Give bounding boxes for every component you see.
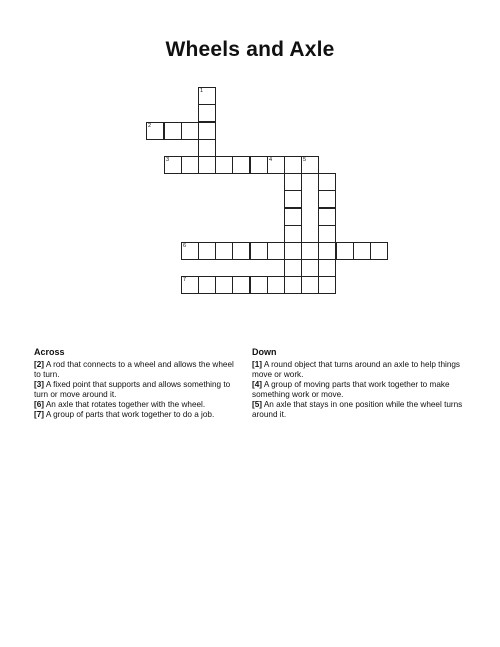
grid-cell[interactable] xyxy=(284,259,302,277)
clue-across-6 xyxy=(34,400,240,410)
grid-cell[interactable] xyxy=(284,173,302,191)
clue-text: A group of parts that work together to do a job. xyxy=(45,410,215,419)
grid-cell[interactable] xyxy=(336,242,354,260)
clue-text: A round object that turns around an axle to help things move or work. xyxy=(252,360,461,379)
clue-down-1 xyxy=(252,360,472,380)
clue-number-label: 1 xyxy=(200,88,204,94)
clue-number-label: 3 xyxy=(166,157,170,163)
grid-cell[interactable] xyxy=(353,242,371,260)
clue-number: [7] xyxy=(34,410,45,419)
grid-cell[interactable] xyxy=(318,242,336,260)
grid-cell[interactable] xyxy=(215,242,233,260)
clue-text: An axle that stays in one position while the wheel turns around it. xyxy=(252,400,463,419)
grid-cell[interactable] xyxy=(198,104,216,122)
across-clues xyxy=(34,347,240,420)
grid-cell[interactable] xyxy=(301,276,319,294)
page-title: Wheels and Axle xyxy=(165,38,335,61)
grid-cell[interactable] xyxy=(284,242,302,260)
grid-cell[interactable] xyxy=(215,156,233,174)
clue-text: A group of moving parts that work together to make something work or move. xyxy=(252,380,450,399)
clue-number-label: 6 xyxy=(183,243,187,249)
grid-cell[interactable] xyxy=(318,208,336,226)
clue-number: [3] xyxy=(34,380,45,389)
grid-cell[interactable] xyxy=(232,156,250,174)
grid-cell[interactable] xyxy=(164,156,182,174)
clue-number-label: 7 xyxy=(183,277,187,283)
grid-cell[interactable] xyxy=(284,156,302,174)
grid-cell[interactable] xyxy=(181,276,199,294)
grid-cell[interactable] xyxy=(181,242,199,260)
grid-cell[interactable] xyxy=(318,225,336,243)
grid-cell[interactable] xyxy=(318,276,336,294)
grid-cell[interactable] xyxy=(250,156,268,174)
grid-cell[interactable] xyxy=(301,156,319,174)
clue-across-3 xyxy=(34,380,240,400)
grid-cell[interactable] xyxy=(198,276,216,294)
grid-cell[interactable] xyxy=(267,276,285,294)
grid-cell[interactable] xyxy=(318,173,336,191)
grid-cell[interactable] xyxy=(198,122,216,140)
grid-cell[interactable] xyxy=(250,276,268,294)
grid-cell[interactable] xyxy=(267,156,285,174)
grid-cell[interactable] xyxy=(267,242,285,260)
grid-cell[interactable] xyxy=(284,225,302,243)
grid-cell[interactable] xyxy=(215,276,233,294)
clue-number-label: 5 xyxy=(303,157,307,163)
grid-cell[interactable] xyxy=(250,242,268,260)
clue-number: [1] xyxy=(252,360,263,369)
grid-cell[interactable] xyxy=(164,122,182,140)
grid-cell[interactable] xyxy=(318,259,336,277)
down-clues xyxy=(252,347,472,420)
across-heading: Across xyxy=(34,347,65,357)
grid-cell[interactable] xyxy=(146,122,164,140)
grid-cell[interactable] xyxy=(198,139,216,157)
grid-cell[interactable] xyxy=(284,276,302,294)
down-heading: Down xyxy=(252,347,277,357)
grid-cell[interactable] xyxy=(198,156,216,174)
clue-text: A rod that connects to a wheel and allows the wheel to turn. xyxy=(34,360,234,379)
grid-cell[interactable] xyxy=(284,208,302,226)
grid-cell[interactable] xyxy=(318,190,336,208)
grid-cell[interactable] xyxy=(301,242,319,260)
clue-text: A fixed point that supports and allows something to turn or move around it. xyxy=(34,380,231,399)
grid-cell[interactable] xyxy=(284,190,302,208)
clue-across-7 xyxy=(34,410,240,420)
clue-number: [2] xyxy=(34,360,45,369)
grid-cell[interactable] xyxy=(198,242,216,260)
clue-number-label: 4 xyxy=(269,157,273,163)
clue-number-label: 2 xyxy=(148,123,152,129)
grid-cell[interactable] xyxy=(370,242,388,260)
grid-cell[interactable] xyxy=(232,276,250,294)
grid-cell[interactable] xyxy=(232,242,250,260)
clue-number: [4] xyxy=(252,380,263,389)
clue-across-2 xyxy=(34,360,240,380)
clue-number: [5] xyxy=(252,400,263,409)
grid-cell[interactable] xyxy=(181,122,199,140)
clue-number: [6] xyxy=(34,400,45,409)
grid-cell[interactable] xyxy=(198,87,216,105)
clue-down-4 xyxy=(252,380,472,400)
clue-text: An axle that rotates together with the wheel. xyxy=(45,400,206,409)
grid-cell[interactable] xyxy=(181,156,199,174)
clue-down-5 xyxy=(252,400,472,420)
